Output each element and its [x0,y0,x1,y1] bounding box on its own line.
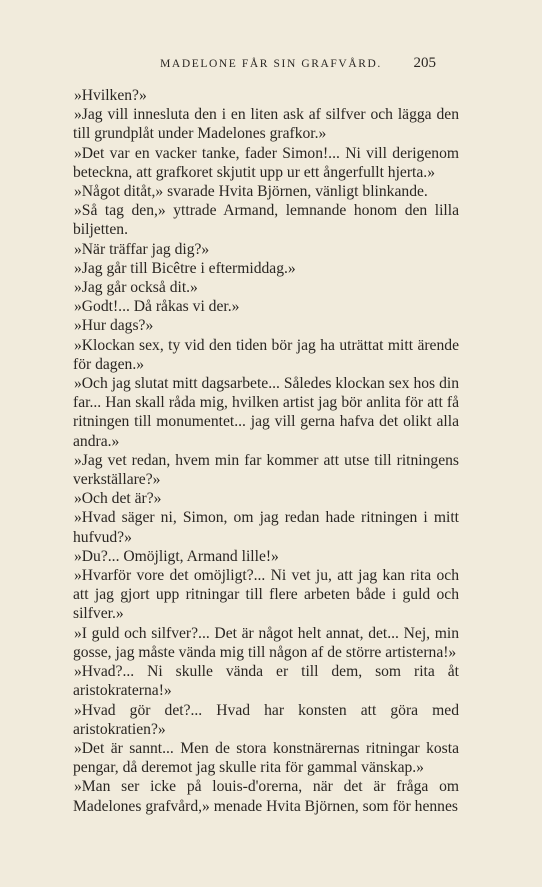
paragraph: »Hvad säger ni, Simon, om jag redan hade ritningen i mitt hufvud?» [73,509,459,546]
paragraph: »Och jag slutat mitt dagsarbete... Således klockan sex hos din far... Han skall råda mig, hvilken artist jag bör anlita för att få ritningen till monumentet... jag vill gerna hafva det olikt alla andra.» [73,375,459,450]
page-number: 205 [413,55,436,71]
paragraph: »Jag går också dit.» [74,279,198,297]
paragraph: »Klockan sex, ty vid den tiden bör jag ha uträttat mitt ärende för dagen.» [73,336,459,373]
running-title: MADELONE FÅR SIN GRAFVÅRD. [160,58,382,70]
paragraph: »Det var en vacker tanke, fader Simon!... Ni vill derigenom beteckna, att grafkoret skjutit upp ur ett ångerfullt hjerta.» [73,144,459,181]
paragraph: »Så tag den,» yttrade Armand, lemnande honom den lilla biljetten. [73,202,459,239]
paragraph: »Hur dags?» [74,317,154,335]
paragraph: »Hvad?... Ni skulle vända er till dem, som rita åt aristokraterna!» [73,663,459,700]
paragraph: »Du?... Omöjligt, Armand lille!» [74,547,279,565]
paragraph: »Jag går till Bicêtre i eftermiddag.» [74,259,296,277]
paragraph: »Och det är?» [74,490,162,508]
paragraph: »Något ditåt,» svarade Hvita Björnen, vänligt blinkande. [74,183,428,201]
body-text [73,86,459,816]
paragraph: »Hvilken?» [74,87,147,104]
paragraph: »Hvarför vore det omöjligt?... Ni vet ju, att jag kan rita och att jag gjort upp ritningar till flere arbeten både i guld och silfver.» [73,567,459,623]
paragraph: »När träffar jag dig?» [74,240,210,258]
paragraph: »Godt!... Då råkas vi der.» [74,298,240,316]
paragraph: »I guld och silfver?... Det är något helt annat, det... Nej, min gosse, jag måste vända mig till någon af de större artisterna!» [73,624,459,661]
paragraph: »Man ser icke på louis-d'orerna, när det är fråga om Madelones grafvård,» menade Hvita Björnen, som för hennes [73,778,459,815]
page-header [0,55,542,78]
paragraph: »Jag vet redan, hvem min far kommer att utse till ritningens verkställare?» [73,451,459,489]
paragraph: »Jag vill innesluta den i en liten ask af silfver och lägga den till grundplåt under Madelones grafkor.» [73,106,459,143]
paragraph: »Hvad gör det?... Hvad har konsten att göra med aristokratien?» [73,701,459,738]
paragraph: »Det är sannt... Men de stora konstnärernas ritningar kosta pengar, då deremot jag skulle rita för gammal vänskap.» [73,739,459,777]
